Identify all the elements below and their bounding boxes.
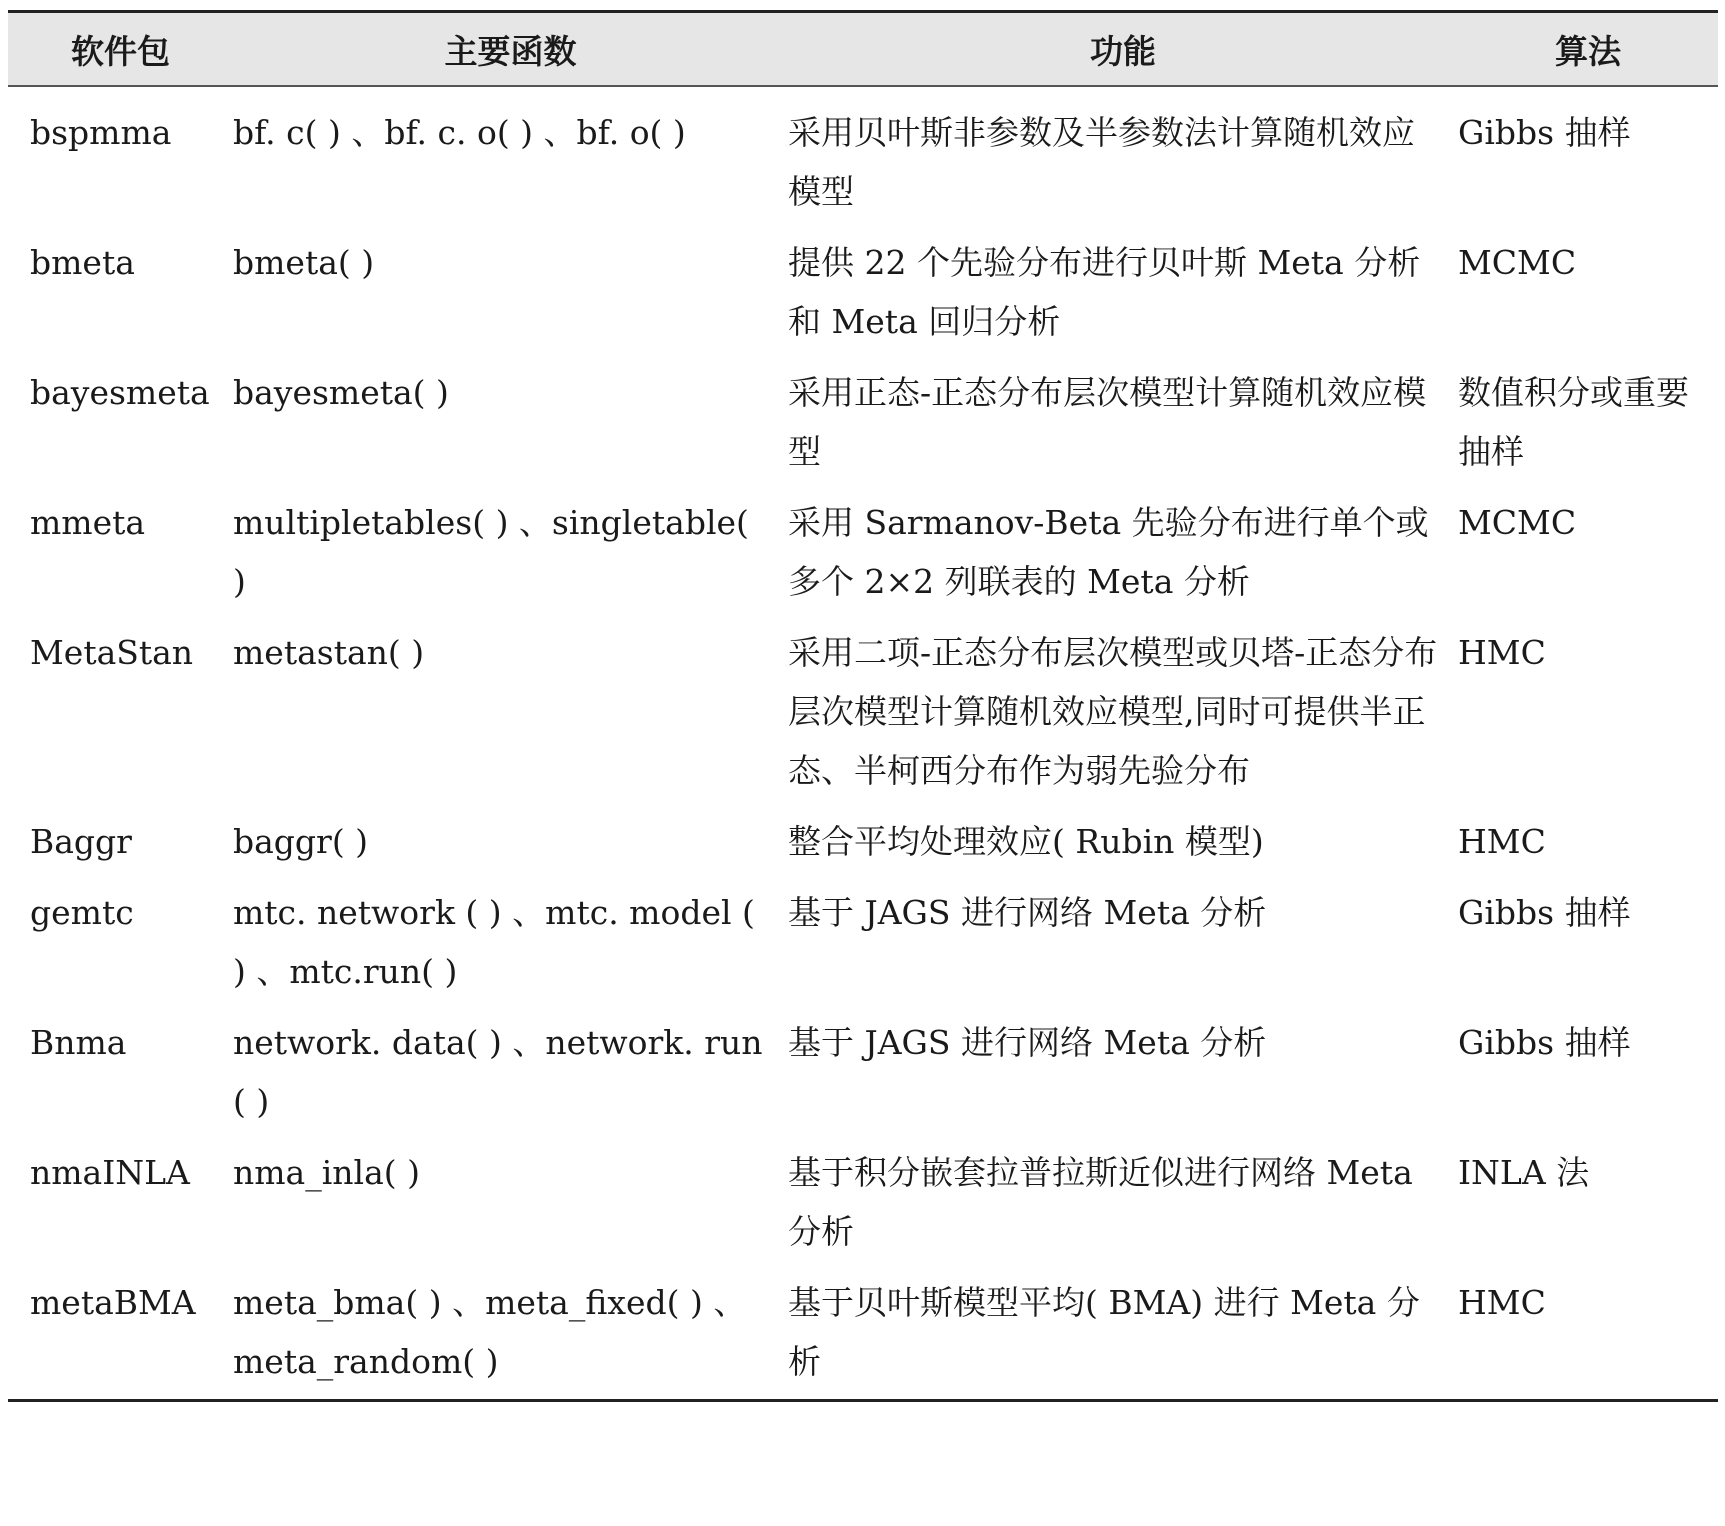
table-row [8,233,1718,363]
table-row [8,623,1718,812]
table-row [8,86,1718,233]
cell-algorithm: HMC [1458,822,1546,861]
cell-functions: metastan( ) [233,633,425,672]
cell-functions: meta_bma( ) 、meta_fixed( ) 、meta_random( ) [233,1283,747,1381]
header-functions: 主要函数 [444,31,577,71]
cell-package: mmeta [30,503,146,542]
table-row [8,1273,1718,1401]
cell-algorithm: 数值积分或重要抽样 [1458,373,1689,471]
cell-purpose: 采用正态-正态分布层次模型计算随机效应模型 [788,373,1427,471]
cell-purpose: 基于 JAGS 进行网络 Meta 分析 [788,1023,1267,1062]
cell-algorithm: INLA 法 [1458,1153,1590,1192]
header-purpose: 功能 [1090,31,1156,71]
cell-package: nmaINLA [30,1153,190,1192]
cell-purpose: 采用贝叶斯非参数及半参数法计算随机效应模型 [788,113,1415,211]
cell-algorithm: Gibbs 抽样 [1458,893,1631,932]
cell-functions: nma_inla( ) [233,1153,420,1192]
cell-functions: bf. c( ) 、bf. c. o( ) 、bf. o( ) [233,113,686,152]
cell-functions: bmeta( ) [233,243,375,282]
cell-algorithm: HMC [1458,633,1546,672]
cell-package: bmeta [30,243,135,282]
cell-purpose: 基于 JAGS 进行网络 Meta 分析 [788,893,1267,932]
package-table [8,10,1718,1402]
cell-package: bayesmeta [30,373,210,412]
cell-algorithm: MCMC [1458,503,1577,542]
cell-functions: baggr( ) [233,822,369,861]
cell-algorithm: Gibbs 抽样 [1458,1023,1631,1062]
table-row [8,812,1718,883]
cell-functions: multipletables( ) 、singletable( ) [233,503,749,601]
cell-purpose: 采用二项-正态分布层次模型或贝塔-正态分布层次模型计算随机效应模型,同时可提供半正态、半柯西分布作为弱先验分布 [788,633,1438,790]
table-row [8,883,1718,1013]
cell-purpose: 基于贝叶斯模型平均( BMA) 进行 Meta 分析 [788,1283,1420,1381]
table-row [8,493,1718,623]
cell-algorithm: HMC [1458,1283,1546,1322]
cell-functions: bayesmeta( ) [233,373,449,412]
table-row [8,1143,1718,1273]
cell-purpose: 整合平均处理效应( Rubin 模型) [788,822,1264,861]
cell-algorithm: Gibbs 抽样 [1458,113,1631,152]
cell-package: MetaStan [30,633,194,672]
cell-purpose: 采用 Sarmanov-Beta 先验分布进行单个或多个 2×2 列联表的 Meta 分析 [788,503,1429,601]
table-header [8,12,1718,87]
cell-purpose: 提供 22 个先验分布进行贝叶斯 Meta 分析和 Meta 回归分析 [788,243,1421,341]
cell-algorithm: MCMC [1458,243,1577,282]
cell-functions: mtc. network ( ) 、mtc. model ( ) 、mtc.run( ) [233,893,755,991]
header-row [8,12,1718,87]
cell-package: Baggr [30,822,132,861]
table-row [8,1013,1718,1143]
header-algorithm: 算法 [1555,31,1621,71]
cell-package: bspmma [30,113,172,152]
cell-package: Bnma [30,1023,127,1062]
cell-package: metaBMA [30,1283,196,1322]
cell-functions: network. data( ) 、network. run( ) [233,1023,763,1121]
table-row [8,363,1718,493]
header-package: 软件包 [71,31,170,71]
cell-purpose: 基于积分嵌套拉普拉斯近似进行网络 Meta 分析 [788,1153,1413,1251]
table-body [8,86,1718,1401]
cell-package: gemtc [30,893,134,932]
